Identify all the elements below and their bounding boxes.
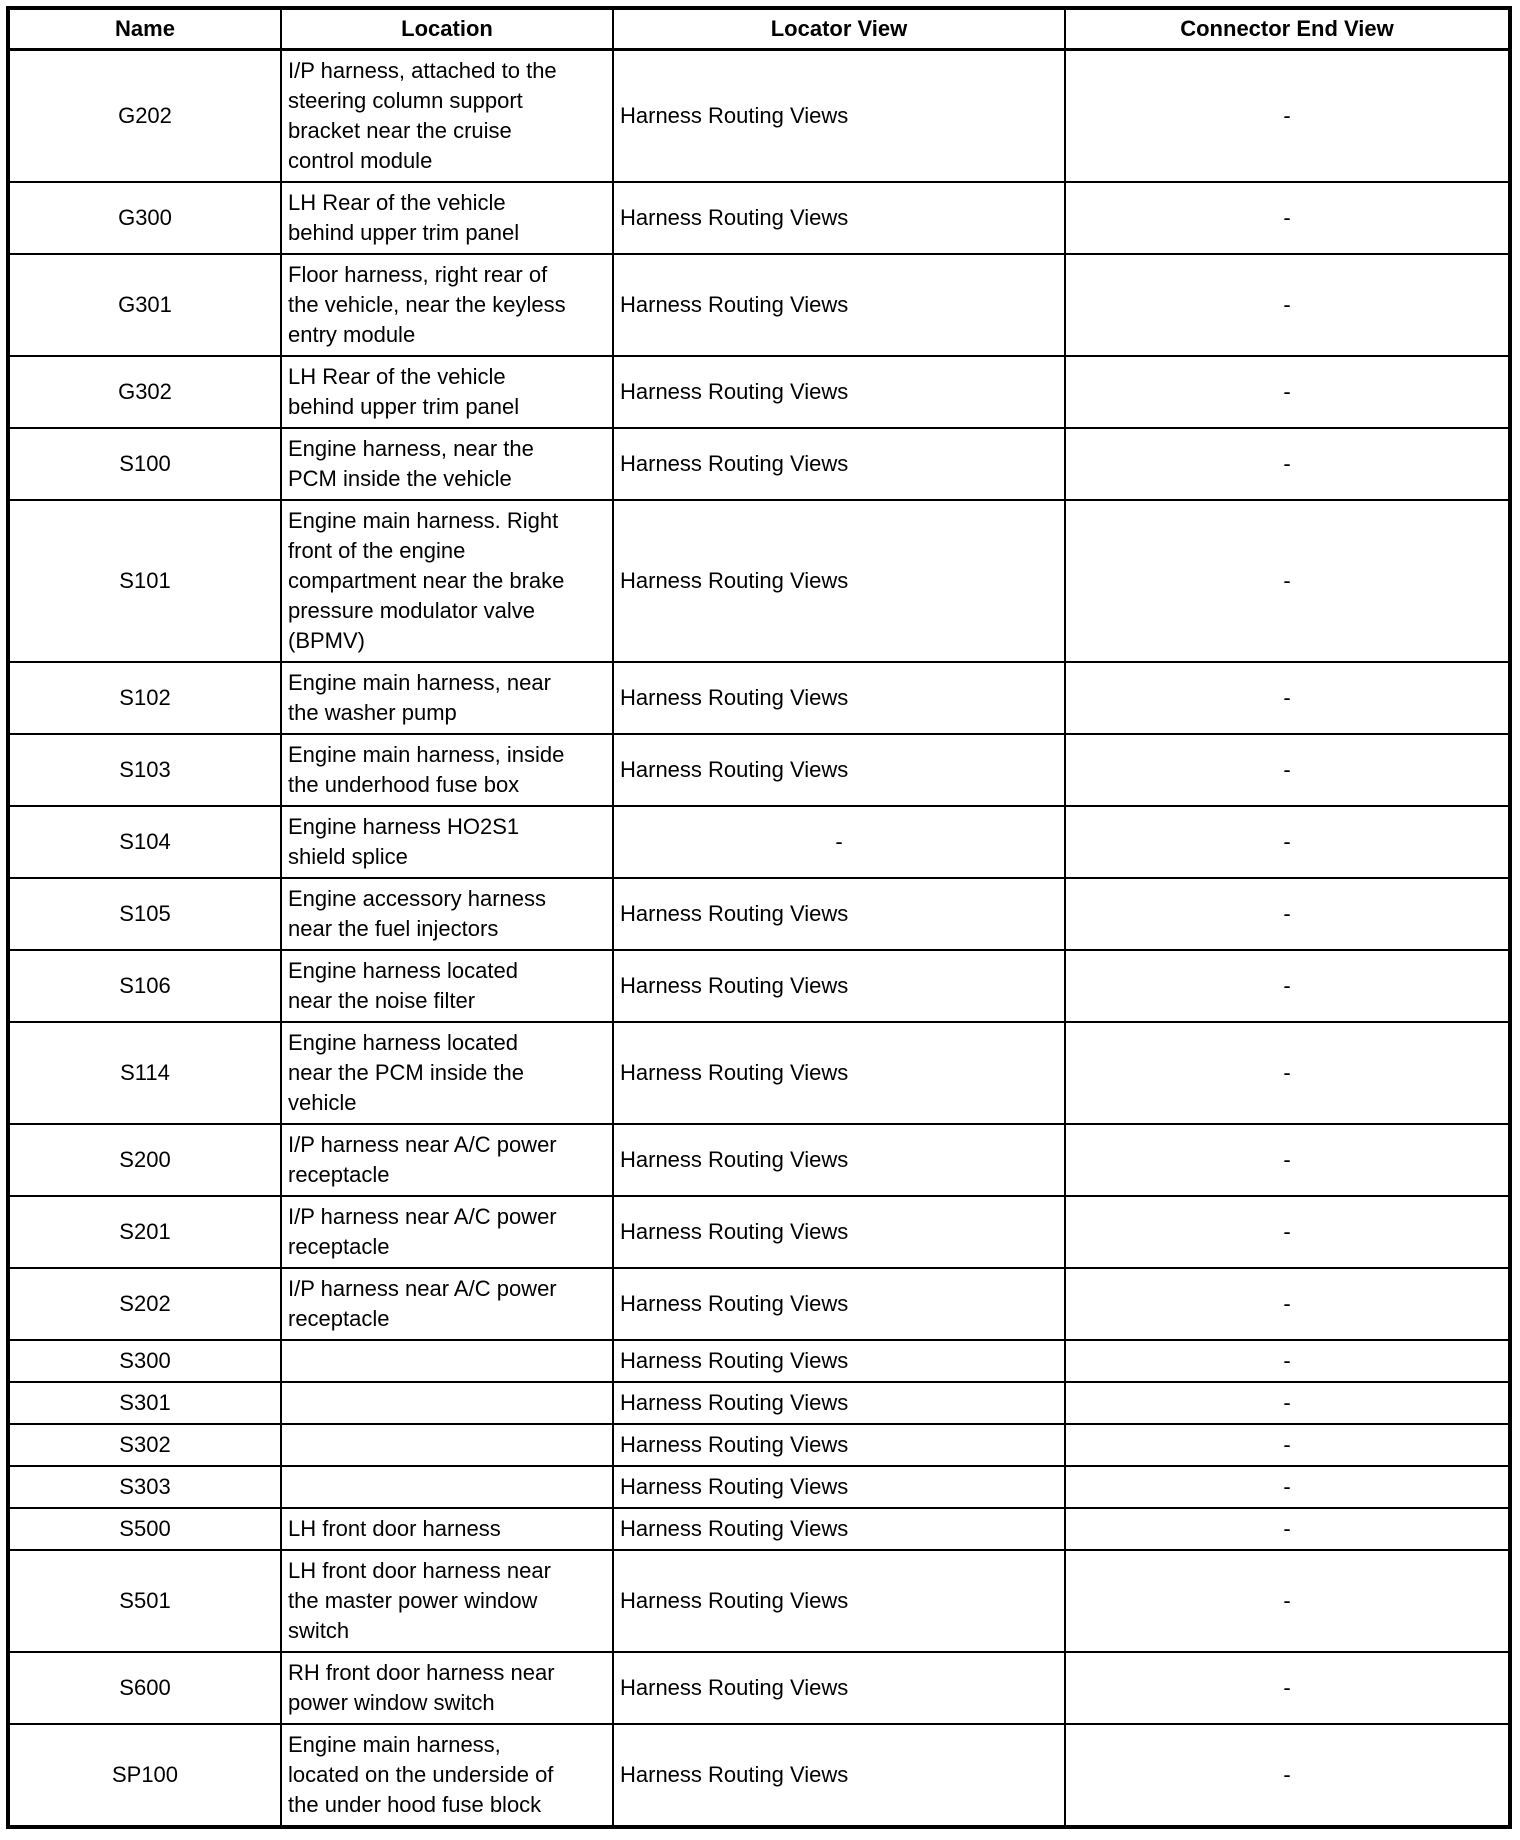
connector-end-view-cell: -: [1065, 1022, 1510, 1124]
location-cell: Floor harness, right rear of the vehicle, near the keyless entry module: [281, 254, 613, 356]
table-header-row: [8, 8, 1510, 50]
locator-view-link[interactable]: Harness Routing Views: [613, 1724, 1065, 1827]
table-row: [8, 878, 1510, 950]
connector-end-view-cell: -: [1065, 428, 1510, 500]
splice-ground-table: [6, 6, 1512, 1829]
location-cell: I/P harness, attached to the steering column support bracket near the cruise control module: [281, 50, 613, 183]
table-row: [8, 1466, 1510, 1508]
locator-view-link[interactable]: Harness Routing Views: [613, 1124, 1065, 1196]
connector-end-view-cell: -: [1065, 734, 1510, 806]
connector-end-view-cell: -: [1065, 1550, 1510, 1652]
location-cell: LH Rear of the vehicle behind upper trim panel: [281, 182, 613, 254]
name-cell: S105: [8, 878, 281, 950]
header-name: Name: [8, 8, 281, 50]
table-row: [8, 428, 1510, 500]
name-cell: S102: [8, 662, 281, 734]
connector-end-view-cell: -: [1065, 878, 1510, 950]
location-cell: RH front door harness near power window switch: [281, 1652, 613, 1724]
table-row: [8, 1382, 1510, 1424]
locator-view-link[interactable]: Harness Routing Views: [613, 1424, 1065, 1466]
locator-view-link[interactable]: Harness Routing Views: [613, 1340, 1065, 1382]
location-cell: [281, 1340, 613, 1382]
locator-view-link[interactable]: Harness Routing Views: [613, 500, 1065, 662]
name-cell: S600: [8, 1652, 281, 1724]
locator-view-link[interactable]: Harness Routing Views: [613, 1652, 1065, 1724]
location-cell: I/P harness near A/C power receptacle: [281, 1196, 613, 1268]
locator-view-link[interactable]: Harness Routing Views: [613, 254, 1065, 356]
name-cell: S301: [8, 1382, 281, 1424]
connector-end-view-cell: -: [1065, 1508, 1510, 1550]
connector-end-view-cell: -: [1065, 1424, 1510, 1466]
connector-end-view-cell: -: [1065, 1652, 1510, 1724]
locator-view-link[interactable]: Harness Routing Views: [613, 1022, 1065, 1124]
connector-end-view-cell: -: [1065, 182, 1510, 254]
locator-view-link[interactable]: Harness Routing Views: [613, 734, 1065, 806]
location-cell: LH front door harness: [281, 1508, 613, 1550]
location-cell: [281, 1466, 613, 1508]
connector-end-view-cell: -: [1065, 254, 1510, 356]
location-cell: Engine main harness. Right front of the engine compartment near the brake pressure modulator valve (BPMV): [281, 500, 613, 662]
header-connector-end-view: Connector End View: [1065, 8, 1510, 50]
table-row: [8, 662, 1510, 734]
locator-view-link[interactable]: Harness Routing Views: [613, 356, 1065, 428]
locator-view-link[interactable]: Harness Routing Views: [613, 662, 1065, 734]
locator-view-link[interactable]: Harness Routing Views: [613, 1466, 1065, 1508]
name-cell: G302: [8, 356, 281, 428]
location-cell: Engine harness HO2S1 shield splice: [281, 806, 613, 878]
locator-view-link: -: [613, 806, 1065, 878]
name-cell: S300: [8, 1340, 281, 1382]
location-cell: LH front door harness near the master power window switch: [281, 1550, 613, 1652]
name-cell: S106: [8, 950, 281, 1022]
table-row: [8, 1022, 1510, 1124]
table-row: [8, 182, 1510, 254]
table-row: [8, 254, 1510, 356]
locator-view-link[interactable]: Harness Routing Views: [613, 1508, 1065, 1550]
locator-view-link[interactable]: Harness Routing Views: [613, 1196, 1065, 1268]
location-cell: I/P harness near A/C power receptacle: [281, 1268, 613, 1340]
table-row: [8, 1652, 1510, 1724]
connector-end-view-cell: -: [1065, 500, 1510, 662]
connector-end-view-cell: -: [1065, 662, 1510, 734]
name-cell: S501: [8, 1550, 281, 1652]
location-cell: [281, 1424, 613, 1466]
connector-end-view-cell: -: [1065, 1724, 1510, 1827]
locator-view-link[interactable]: Harness Routing Views: [613, 878, 1065, 950]
name-cell: S101: [8, 500, 281, 662]
location-cell: I/P harness near A/C power receptacle: [281, 1124, 613, 1196]
table-row: [8, 1508, 1510, 1550]
table-row: [8, 356, 1510, 428]
connector-end-view-cell: -: [1065, 950, 1510, 1022]
name-cell: S500: [8, 1508, 281, 1550]
connector-end-view-cell: -: [1065, 356, 1510, 428]
table-row: [8, 50, 1510, 183]
table-row: [8, 734, 1510, 806]
location-cell: Engine harness located near the PCM inside the vehicle: [281, 1022, 613, 1124]
locator-view-link[interactable]: Harness Routing Views: [613, 950, 1065, 1022]
location-cell: Engine main harness, located on the underside of the under hood fuse block: [281, 1724, 613, 1827]
name-cell: S114: [8, 1022, 281, 1124]
locator-view-link[interactable]: Harness Routing Views: [613, 428, 1065, 500]
table-row: [8, 1724, 1510, 1827]
location-cell: [281, 1382, 613, 1424]
header-location: Location: [281, 8, 613, 50]
connector-end-view-cell: -: [1065, 1382, 1510, 1424]
header-locator-view: Locator View: [613, 8, 1065, 50]
name-cell: G202: [8, 50, 281, 183]
connector-end-view-cell: -: [1065, 1268, 1510, 1340]
locator-view-link[interactable]: Harness Routing Views: [613, 1268, 1065, 1340]
table-row: [8, 806, 1510, 878]
connector-end-view-cell: -: [1065, 1196, 1510, 1268]
location-cell: Engine main harness, inside the underhood fuse box: [281, 734, 613, 806]
location-cell: Engine harness, near the PCM inside the vehicle: [281, 428, 613, 500]
table-row: [8, 950, 1510, 1022]
locator-view-link[interactable]: Harness Routing Views: [613, 50, 1065, 183]
locator-view-link[interactable]: Harness Routing Views: [613, 1382, 1065, 1424]
location-cell: Engine harness located near the noise filter: [281, 950, 613, 1022]
name-cell: S303: [8, 1466, 281, 1508]
name-cell: S200: [8, 1124, 281, 1196]
connector-end-view-cell: -: [1065, 1340, 1510, 1382]
name-cell: SP100: [8, 1724, 281, 1827]
location-cell: LH Rear of the vehicle behind upper trim panel: [281, 356, 613, 428]
name-cell: G300: [8, 182, 281, 254]
location-cell: Engine main harness, near the washer pump: [281, 662, 613, 734]
name-cell: S302: [8, 1424, 281, 1466]
name-cell: S104: [8, 806, 281, 878]
name-cell: G301: [8, 254, 281, 356]
name-cell: S103: [8, 734, 281, 806]
name-cell: S201: [8, 1196, 281, 1268]
connector-end-view-cell: -: [1065, 806, 1510, 878]
table-row: [8, 1268, 1510, 1340]
name-cell: S202: [8, 1268, 281, 1340]
table-row: [8, 1424, 1510, 1466]
table-row: [8, 1196, 1510, 1268]
locator-view-link[interactable]: Harness Routing Views: [613, 1550, 1065, 1652]
connector-end-view-cell: -: [1065, 50, 1510, 183]
locator-view-link[interactable]: Harness Routing Views: [613, 182, 1065, 254]
connector-end-view-cell: -: [1065, 1124, 1510, 1196]
table-row: [8, 500, 1510, 662]
connector-end-view-cell: -: [1065, 1466, 1510, 1508]
name-cell: S100: [8, 428, 281, 500]
table-row: [8, 1550, 1510, 1652]
table-row: [8, 1340, 1510, 1382]
location-cell: Engine accessory harness near the fuel injectors: [281, 878, 613, 950]
table-row: [8, 1124, 1510, 1196]
